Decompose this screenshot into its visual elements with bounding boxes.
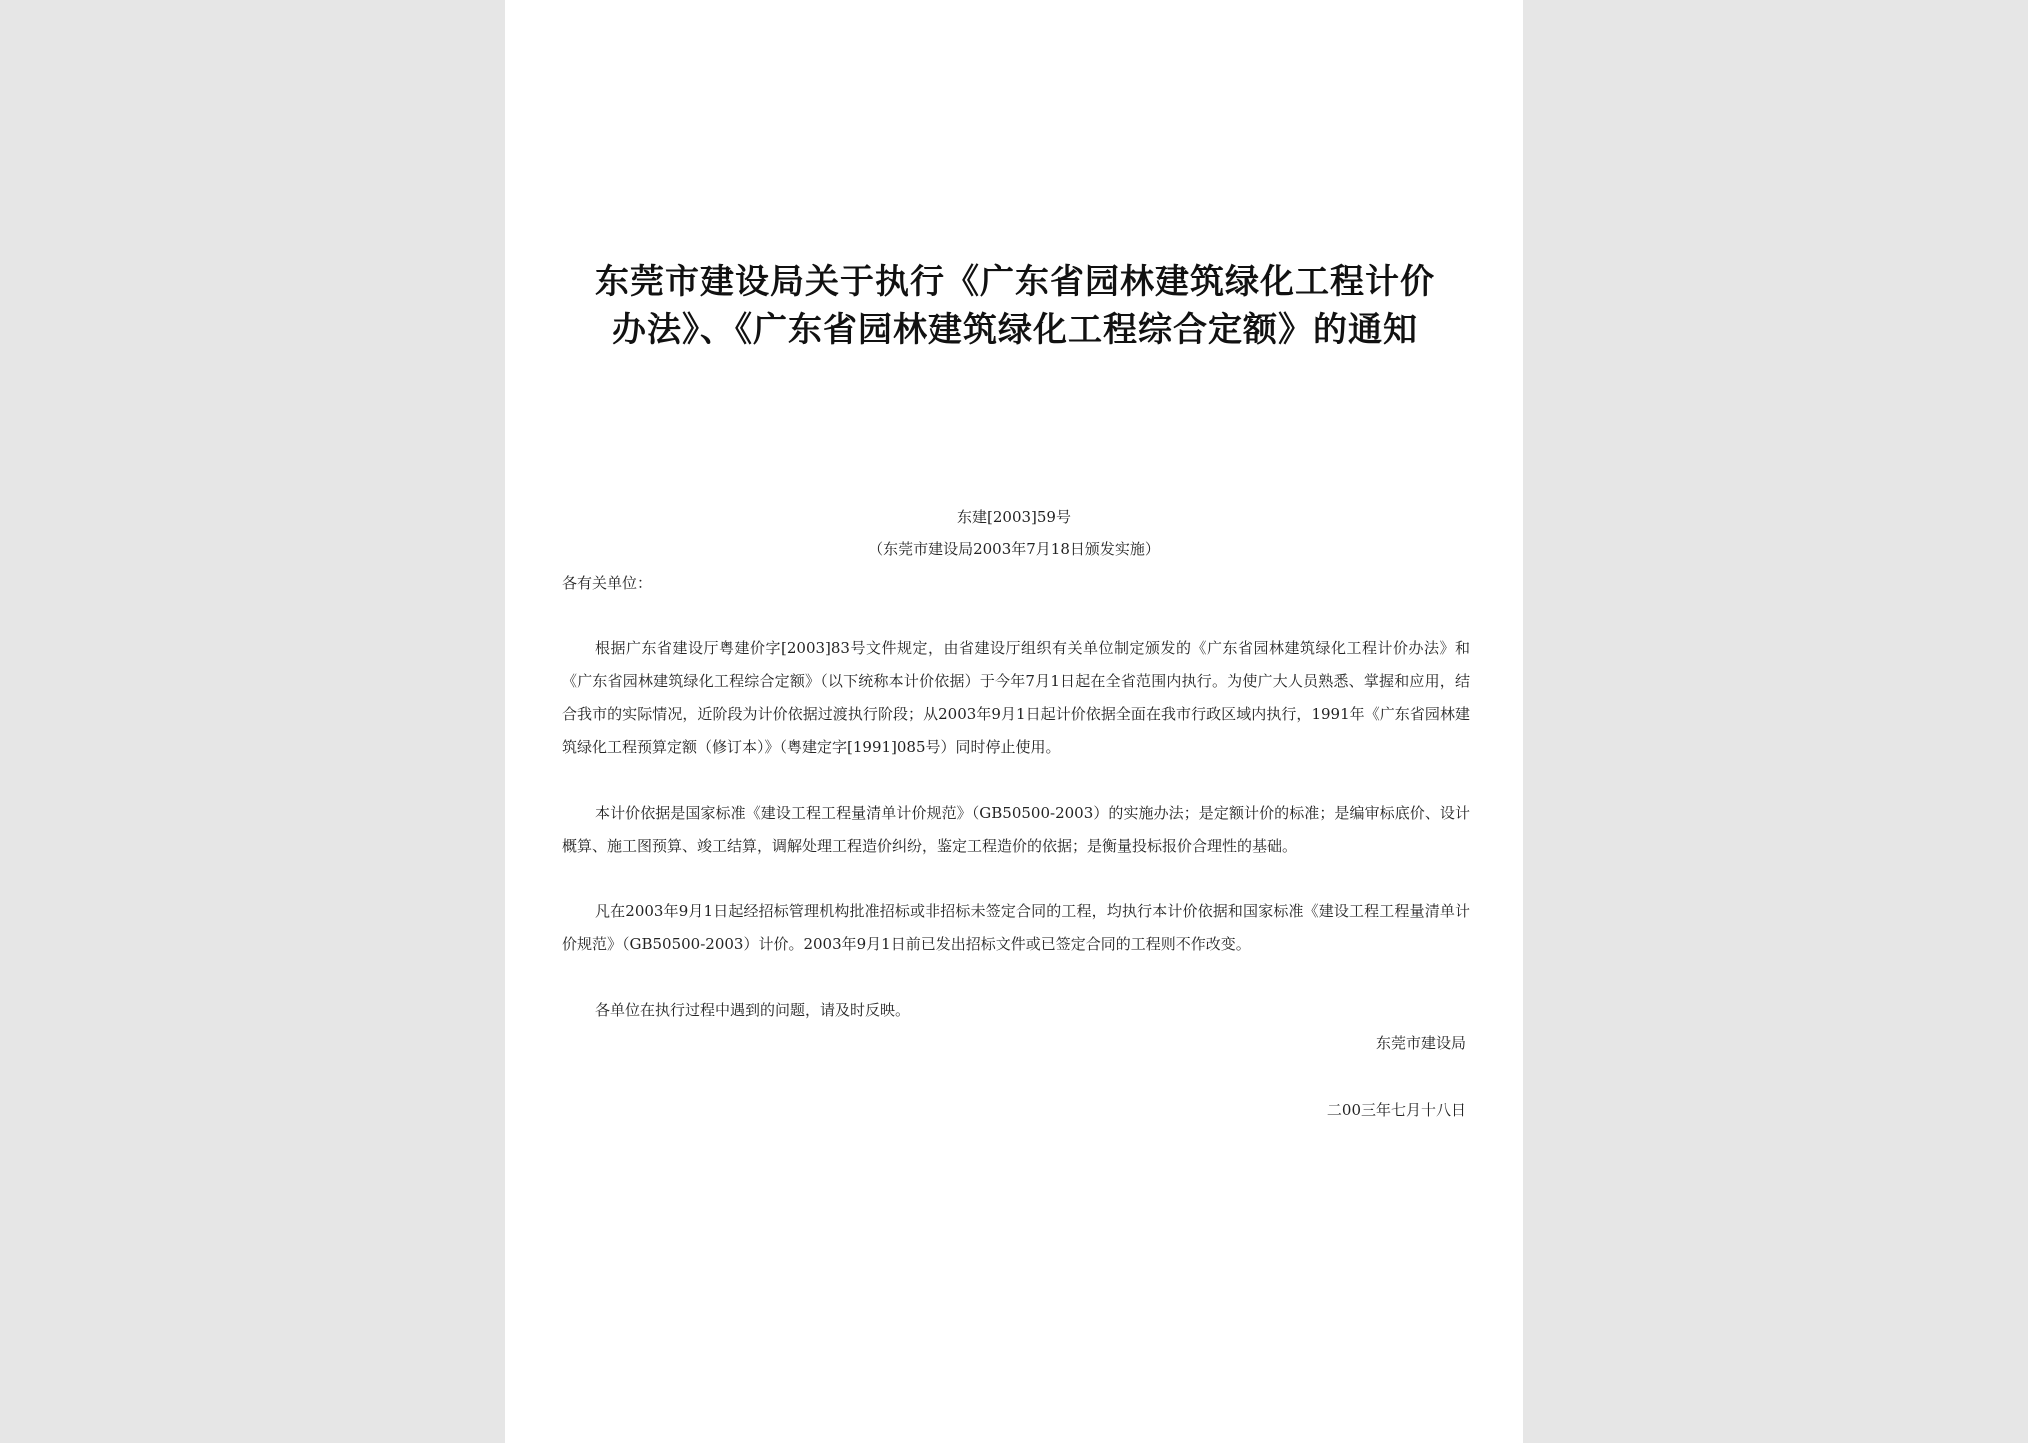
body-paragraph-4: 各单位在执行过程中遇到的问题，请及时反映。 <box>595 1001 911 1019</box>
title-line-2: 办法》、《广东省园林建筑绿化工程综合定额》的通知 <box>612 310 1418 350</box>
title-line-1: 东莞市建设局关于执行《广东省园林建筑绿化工程计价 <box>595 262 1435 302</box>
issue-date: 二00三年七月十八日 <box>1326 1101 1466 1119</box>
document-number: 东建[2003]59号 <box>957 508 1071 526</box>
issued-note: （东莞市建设局2003年7月18日颁发实施） <box>868 540 1160 558</box>
salutation: 各有关单位： <box>562 574 653 592</box>
body-paragraph-1: 根据广东省建设厅粤建价字[2003]83号文件规定，由省建设厅组织有关单位制定颁发的《广东省园林建筑绿化工程计价办法》和《广东省园林建筑绿化工程综合定额》（以下统称本计价依据）于今年7月1日起在全省范围内执行。为使广大人员熟悉、掌握和应用，结合我市的实际情况，近阶段为计价依据过渡执行阶段；从2003年9月1日起计价依据全面在我市行政区域内执行，1991年《广东省园林建筑绿化工程预算定额（修订本）》（粤建定字[1991]085号）同时停止使用。 <box>562 639 1470 756</box>
issuer-signature: 东莞市建设局 <box>1375 1034 1466 1052</box>
body-paragraph-2: 本计价依据是国家标准《建设工程工程量清单计价规范》（GB50500-2003）的实施办法；是定额计价的标准；是编审标底价、设计概算、施工图预算、竣工结算，调解处理工程造价纠纷，鉴定工程造价的依据；是衡量投标报价合理性的基础。 <box>562 804 1470 855</box>
document-title <box>565 258 1465 354</box>
body-paragraph-3: 凡在2003年9月1日起经招标管理机构批准招标或非招标未签定合同的工程，均执行本计价依据和国家标准《建设工程工程量清单计价规范》（GB50500-2003）计价。2003年9月1日前已发出招标文件或已签定合同的工程则不作改变。 <box>562 902 1470 953</box>
document-page <box>505 0 1523 1443</box>
